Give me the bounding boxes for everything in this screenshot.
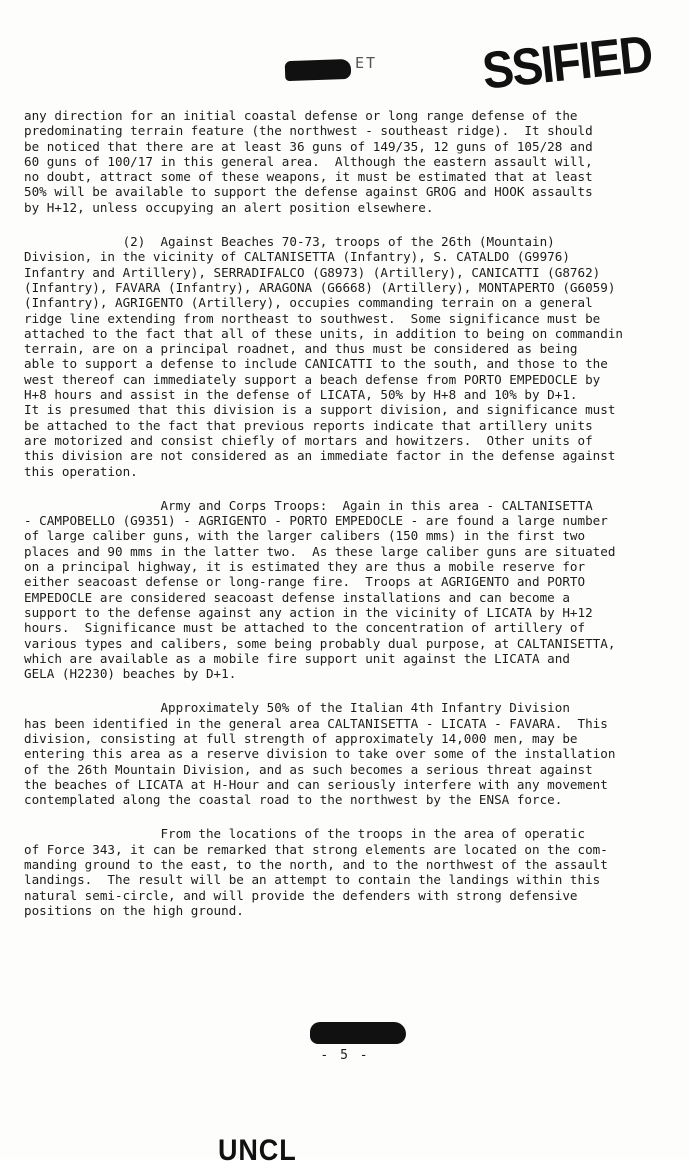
text-line: H+8 hours and assist in the defense of LICATA, 50% by H+8 and 10% by D+1. [24,387,578,403]
text-line: natural semi-circle, and will provide the defenders with strong defensive [24,887,578,903]
text-line: Approximately 50% of the Italian 4th Infantry Division [24,700,570,716]
text-line: EMPEDOCLE are considered seacoast defense installations and can become a [24,589,570,605]
classified-stamp: SSIFIED [479,25,655,101]
paragraph [24,108,688,215]
text-line: west thereof can immediately support a beach defense from PORTO EMPEDOCLE by [24,371,601,387]
text-line: are motorized and consist chiefly of mortars and howitzers. Other units of [24,432,593,448]
text-line: of the 26th Mountain Division, and as such becomes a serious threat against [24,761,593,777]
paragraph [24,498,688,682]
text-line: GELA (H2230) beaches by D+1. [24,666,237,682]
text-line: positions on the high ground. [24,902,244,918]
redaction-mark-top [285,59,352,81]
text-line: attached to the fact that all of these units, in addition to being on commandin [24,325,623,341]
text-line: manding ground to the east, to the north, and to the northwest of the assault [24,857,608,873]
redaction-mark-bottom [310,1022,406,1044]
text-line: division, consisting at full strength of approximately 14,000 men, may be [24,730,578,746]
text-line: - CAMPOBELLO (G9351) - AGRIGENTO - PORTO EMPEDOCLE - are found a large number [24,513,608,529]
text-line: this operation. [24,463,138,479]
text-line: (2) Against Beaches 70-73, troops of the 26th (Mountain) [24,234,555,250]
text-line: From the locations of the troops in the area of operatic [24,826,586,842]
text-line: Infantry and Artillery), SERRADIFALCO (G8973) (Artillery), CANICATTI (G8762) [24,264,601,280]
text-line: this division are not considered as an immediate factor in the defense against [24,448,616,464]
text-line: hours. Significance must be attached to the concentration of artillery of [24,620,586,636]
header-fragment: ET [355,54,378,72]
footer-classification-stamp: UNCL [218,1134,297,1167]
text-line: by H+12, unless occupying an alert position elsewhere. [24,199,434,215]
text-line: any direction for an initial coastal defense or long range defense of the [24,108,578,123]
text-line: has been identified in the general area CALTANISETTA - LICATA - FAVARA. This [24,715,608,731]
text-line: either seacoast defense or long-range fire. Troops at AGRIGENTO and PORTO [24,574,586,590]
paragraph [24,826,688,918]
classification-header [280,25,680,108]
text-line: of Force 343, it can be remarked that strong elements are located on the com- [24,841,608,857]
text-line: of large caliber guns, with the larger calibers (150 mms) in the first two [24,528,586,544]
text-line: the beaches of LICATA at H-Hour and can seriously interfere with any movement [24,776,608,792]
text-line: ridge line extending from northeast to southwest. Some significance must be [24,310,601,326]
text-line: It is presumed that this division is a support division, and significance must [24,402,616,418]
text-line: predominating terrain feature (the northwest - southeast ridge). It should [24,123,593,139]
page-number: - 5 - [320,1048,370,1063]
text-line: be attached to the fact that previous reports indicate that artillery units [24,417,593,433]
text-line: places and 90 mms in the latter two. As these large caliber guns are situated [24,543,616,559]
text-line: contemplated along the coastal road to the northwest by the ENSA force. [24,792,563,808]
paragraph [24,700,688,807]
text-line: be noticed that there are at least 36 guns of 149/35, 12 guns of 105/28 and [24,138,593,154]
text-line: no doubt, attract some of these weapons, it must be estimated that at least [24,169,593,185]
text-line: support to the defense against any action in the vicinity of LICATA by H+12 [24,604,593,620]
document-body [24,108,688,937]
text-line: (Infantry), AGRIGENTO (Artillery), occupies commanding terrain on a general [24,295,593,311]
text-line: able to support a defense to include CANICATTI to the south, and those to the [24,356,608,372]
paragraph [24,234,688,479]
text-line: 60 guns of 100/17 in this general area. Although the eastern assault will, [24,153,593,169]
text-line: on a principal highway, it is estimated they are thus a mobile reserve for [24,559,586,575]
text-line: terrain, are on a principal roadnet, and thus must be considered as being [24,341,578,357]
text-line: landings. The result will be an attempt to contain the landings within this [24,872,601,888]
text-line: which are available as a mobile fire support unit against the LICATA and [24,650,570,666]
text-line: Division, in the vicinity of CALTANISETTA (Infantry), S. CATALDO (G9976) [24,249,570,265]
text-line: various types and calibers, some being probably dual purpose, at CALTANISETTA, [24,635,616,651]
text-line: (Infantry), FAVARA (Infantry), ARAGONA (G6668) (Artillery), MONTAPERTO (G6059) [24,279,616,295]
text-line: entering this area as a reserve division to take over some of the installation [24,746,616,762]
text-line: Army and Corps Troops: Again in this area - CALTANISETTA [24,497,593,513]
text-line: 50% will be available to support the defense against GROG and HOOK assaults [24,184,593,200]
